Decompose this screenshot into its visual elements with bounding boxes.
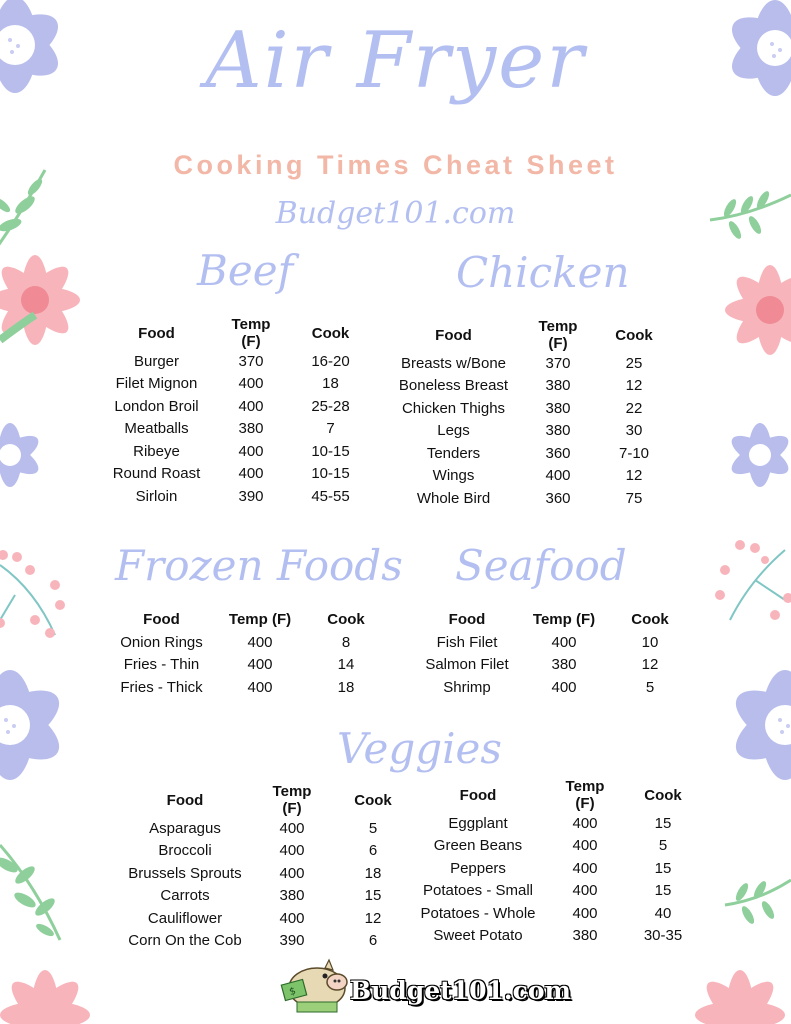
temp-cell: 370 (545, 354, 571, 372)
cook-cell: 10-15 (311, 465, 350, 483)
seafood-table (413, 607, 693, 699)
cook-cell: 15 (364, 887, 382, 905)
column-header-temp: Temp (F) (272, 783, 312, 817)
pink-flower-decoration-bottom-right (680, 955, 791, 1024)
temp-cell: 400 (551, 633, 577, 651)
temp-cell: 400 (238, 442, 264, 460)
temp-cell: 360 (545, 444, 571, 462)
food-cell: Fish Filet (436, 633, 498, 651)
section-heading-frozen-foods: Frozen Foods (115, 541, 403, 590)
cook-cell: 5 (368, 819, 378, 837)
cook-cell: 15 (654, 814, 672, 832)
food-cell: Broccoli (158, 842, 212, 860)
cook-cell: 25 (625, 354, 643, 372)
section-heading-seafood: Seafood (455, 541, 627, 590)
small-flower-decoration-right (725, 405, 791, 505)
table-row (106, 676, 389, 699)
table-row (117, 907, 415, 930)
table-row (413, 676, 693, 699)
food-cell: Salmon Filet (425, 656, 509, 674)
food-cell: London Broil (114, 397, 199, 415)
table-header-row (410, 778, 702, 812)
food-cell: Eggplant (448, 814, 508, 832)
chicken-table (388, 318, 671, 510)
table-row (410, 902, 702, 925)
frozen-foods-table (106, 607, 389, 699)
cook-cell: 5 (658, 837, 668, 855)
cook-cell: 16-20 (311, 352, 350, 370)
section-heading-chicken: Chicken (456, 248, 630, 297)
temp-cell: 400 (572, 814, 598, 832)
food-cell: Green Beans (433, 837, 523, 855)
cook-cell: 6 (368, 932, 378, 950)
veggies-left-table-body (117, 817, 415, 952)
food-cell: Fries - Thick (120, 678, 203, 696)
food-cell: Potatoes - Small (422, 882, 534, 900)
food-cell: Burger (133, 352, 180, 370)
table-row (106, 631, 389, 654)
food-cell: Peppers (450, 859, 506, 877)
food-cell: Onion Rings (120, 633, 203, 651)
food-cell: Fries - Thin (123, 656, 200, 674)
column-header-temp: Temp (F) (532, 610, 596, 628)
leaf-decoration-bottom-right (720, 870, 791, 930)
page-subtitle: Cooking Times Cheat Sheet (173, 150, 618, 180)
column-header-cook: Cook (644, 786, 682, 804)
temp-cell: 400 (545, 467, 571, 485)
temp-cell: 400 (572, 882, 598, 900)
food-cell: Filet Mignon (115, 375, 198, 393)
food-cell: Round Roast (112, 465, 201, 483)
table-row (410, 925, 702, 948)
cook-cell: 12 (641, 656, 659, 674)
flower-decoration-middle-right (690, 630, 791, 830)
food-cell: Boneless Breast (398, 377, 509, 395)
food-cell: Asparagus (149, 819, 221, 837)
beef-table (101, 316, 371, 508)
cook-cell: 7-10 (618, 444, 650, 462)
food-cell: Corn On the Cob (128, 932, 242, 950)
food-cell: Tenders (426, 444, 481, 462)
table-row (101, 395, 371, 418)
temp-cell: 380 (545, 422, 571, 440)
cook-cell: 75 (625, 489, 643, 507)
table-row (413, 631, 693, 654)
small-flower-decoration-left (0, 405, 55, 505)
column-header-food: Food (448, 610, 486, 628)
food-cell: Brussels Sprouts (128, 864, 242, 882)
temp-cell: 400 (279, 864, 305, 882)
pig-mascot-icon (275, 952, 355, 1014)
table-row (117, 840, 415, 863)
cook-cell: 30-35 (643, 927, 683, 945)
table-row (101, 463, 371, 486)
food-cell: Legs (437, 422, 470, 440)
temp-cell: 390 (238, 487, 264, 505)
table-row (106, 654, 389, 677)
temp-cell: 400 (572, 837, 598, 855)
food-cell: Sirloin (135, 487, 178, 505)
food-cell: Whole Bird (416, 489, 491, 507)
cook-cell: 18 (337, 678, 355, 696)
flower-decoration-middle-left (0, 630, 100, 830)
cook-cell: 15 (654, 859, 672, 877)
column-header-food: Food (459, 786, 497, 804)
cook-cell: 18 (364, 864, 382, 882)
cook-cell: 12 (364, 909, 382, 927)
pink-flower-decoration-bottom-left (0, 955, 100, 1024)
pink-flower-decoration-left (0, 245, 90, 355)
table-row (410, 857, 702, 880)
temp-cell: 380 (545, 399, 571, 417)
table-row (101, 373, 371, 396)
table-header-row (106, 607, 389, 631)
table-row (388, 420, 671, 443)
section-heading-beef: Beef (197, 246, 294, 295)
beef-table-body (101, 350, 371, 508)
cook-cell: 15 (654, 882, 672, 900)
table-row (388, 465, 671, 488)
table-row (388, 352, 671, 375)
svg-text:$: $ (288, 985, 298, 999)
table-row (388, 397, 671, 420)
temp-cell: 380 (572, 927, 598, 945)
column-header-temp: Temp (F) (231, 316, 271, 350)
temp-cell: 400 (279, 909, 305, 927)
temp-cell: 380 (238, 420, 264, 438)
table-row (388, 442, 671, 465)
food-cell: Meatballs (124, 420, 189, 438)
table-row (101, 418, 371, 441)
cook-cell: 12 (625, 467, 643, 485)
table-row (101, 350, 371, 373)
temp-cell: 400 (572, 904, 598, 922)
temp-cell: 400 (247, 633, 273, 651)
temp-cell: 370 (238, 352, 264, 370)
temp-cell: 400 (238, 465, 264, 483)
food-cell: Carrots (160, 887, 210, 905)
table-row (101, 440, 371, 463)
table-row (413, 654, 693, 677)
veggies-right-table-body (410, 812, 702, 947)
temp-cell: 400 (572, 859, 598, 877)
temp-cell: 400 (279, 842, 305, 860)
section-heading-veggies: Veggies (337, 724, 502, 773)
table-row (388, 487, 671, 510)
table-row (117, 885, 415, 908)
frozen-foods-table-body (106, 631, 389, 699)
temp-cell: 400 (247, 656, 273, 674)
food-cell: Cauliflower (147, 909, 223, 927)
footer-brand: Budget101.com (350, 976, 571, 1005)
column-header-cook: Cook (327, 610, 365, 628)
veggies-table-left (117, 783, 415, 952)
food-cell: Chicken Thighs (401, 399, 506, 417)
temp-cell: 390 (279, 932, 305, 950)
table-row (410, 835, 702, 858)
cook-cell: 10-15 (311, 442, 350, 460)
temp-cell: 400 (551, 678, 577, 696)
temp-cell: 400 (247, 678, 273, 696)
cook-cell: 5 (645, 678, 655, 696)
table-header-row (101, 316, 371, 350)
cook-cell: 22 (625, 399, 643, 417)
cook-cell: 7 (326, 420, 335, 438)
table-header-row (117, 783, 415, 817)
food-cell: Potatoes - Whole (420, 904, 536, 922)
temp-cell: 380 (551, 656, 577, 674)
food-cell: Shrimp (443, 678, 491, 696)
berry-sprig-decoration-right (710, 540, 791, 630)
cook-cell: 18 (322, 375, 339, 393)
column-header-food: Food (143, 610, 180, 628)
table-row (117, 817, 415, 840)
cook-cell: 10 (641, 633, 659, 651)
column-header-food: Food (138, 324, 175, 342)
veggies-table-right (410, 778, 702, 947)
food-cell: Sweet Potato (433, 927, 523, 945)
column-header-temp: Temp (F) (538, 318, 578, 352)
table-row (410, 812, 702, 835)
cook-cell: 45-55 (311, 487, 350, 505)
temp-cell: 360 (545, 489, 571, 507)
seafood-table-body (413, 631, 693, 699)
temp-cell: 400 (238, 397, 264, 415)
cook-cell: 30 (625, 422, 643, 440)
column-header-food: Food (435, 326, 472, 344)
website-label: Budget101.com (275, 196, 516, 231)
page-title: Air Fryer (205, 16, 586, 106)
column-header-cook: Cook (631, 610, 669, 628)
chicken-table-body (388, 352, 671, 510)
leaf-decoration-bottom-left (0, 835, 70, 945)
cook-cell: 6 (368, 842, 378, 860)
table-row (101, 485, 371, 508)
column-header-cook: Cook (615, 326, 653, 344)
table-row (410, 880, 702, 903)
food-cell: Wings (432, 467, 475, 485)
table-row (117, 930, 415, 953)
cook-cell: 14 (337, 656, 355, 674)
cook-cell: 25-28 (311, 397, 350, 415)
cook-cell: 12 (625, 377, 643, 395)
column-header-temp: Temp (F) (565, 778, 605, 812)
table-header-row (413, 607, 693, 631)
column-header-food: Food (166, 791, 204, 809)
food-cell: Ribeye (133, 442, 180, 460)
temp-cell: 400 (238, 375, 264, 393)
temp-cell: 400 (279, 819, 305, 837)
food-cell: Breasts w/Bone (400, 354, 507, 372)
table-header-row (388, 318, 671, 352)
table-row (117, 862, 415, 885)
column-header-cook: Cook (354, 791, 392, 809)
temp-cell: 380 (545, 377, 571, 395)
table-row (388, 375, 671, 398)
column-header-cook: Cook (311, 324, 350, 342)
cook-cell: 40 (654, 904, 672, 922)
pink-flower-decoration-right (710, 255, 791, 365)
column-header-temp: Temp (F) (228, 610, 292, 628)
temp-cell: 380 (279, 887, 305, 905)
cook-cell: 8 (341, 633, 351, 651)
